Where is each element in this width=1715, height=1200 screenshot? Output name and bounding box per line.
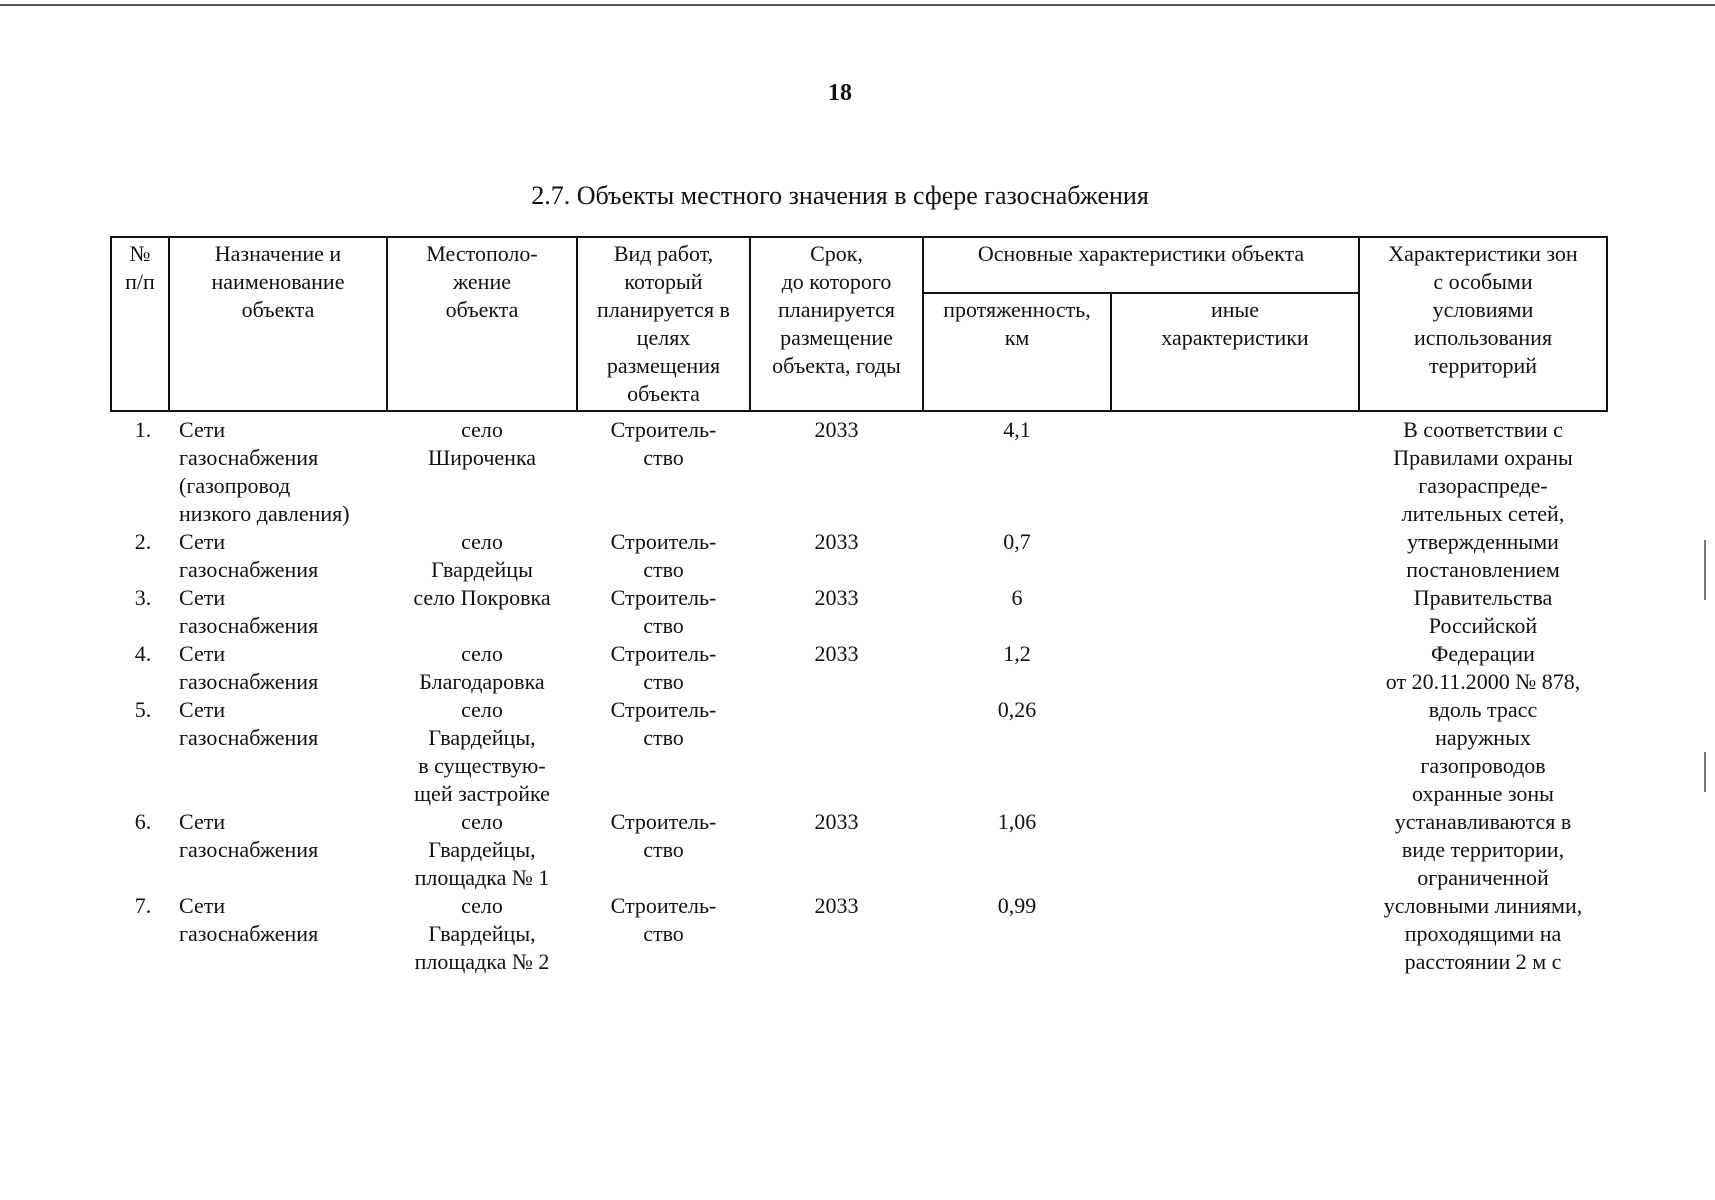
text-line: утвержденными [1407,529,1559,554]
text-line: В соответствии с [1403,417,1563,442]
text-line: лительных сетей, [1401,501,1565,526]
text-line: до которого [781,269,892,294]
object-name [169,411,387,528]
object-name [169,640,387,696]
header-work-type [577,237,750,411]
zone-characteristics-text [1359,411,1607,976]
text-line: Строитель- [610,809,717,834]
text-line: Характеристики зон [1388,241,1578,266]
text-line: Российской [1428,613,1538,638]
text-line: (газопровод [179,473,291,498]
scan-artifact [1704,540,1706,600]
header-location [387,237,577,411]
text-line: в существую- [418,753,546,778]
other-characteristics [1111,640,1359,696]
header-zone-characteristics [1359,237,1607,411]
text-line: характеристики [1161,325,1309,350]
text-line: щей застройке [414,781,550,806]
text-line: иные [1210,297,1260,322]
work-type [577,640,750,696]
text-line: Сети [179,585,226,610]
row-number: 4. [134,641,152,666]
text-line: Сети [179,417,226,442]
text-line: ство [643,725,684,750]
deadline-year: 2033 [814,809,859,834]
text-line: Правилами охраны [1393,445,1573,470]
text-line: Гвардейцы, [428,725,536,750]
text-line: газоснабжения [179,445,319,470]
text-line: Гвардейцы, [428,921,536,946]
deadline-year: 2033 [814,529,859,554]
text-line: село [461,529,503,554]
text-line: газоснабжения [179,837,319,862]
deadline-year [750,696,923,808]
text-line: село [461,893,503,918]
text-line: от 20.11.2000 № 878, [1385,669,1581,694]
text-line: площадка № 1 [414,865,550,890]
other-characteristics [1111,696,1359,808]
deadline-year: 2033 [814,641,859,666]
text-line: условиями [1432,297,1534,322]
object-location [387,411,577,528]
text-line: Назначение и [214,241,342,266]
text-line: Благодаровка [419,669,545,694]
work-type [577,584,750,640]
object-name [169,528,387,584]
text-line: объекта [627,381,700,406]
text-line: № [129,241,151,266]
length-km: 4,1 [1003,417,1031,442]
text-line: виде территории, [1401,837,1565,862]
row-number: 5. [134,697,152,722]
text-line: село [461,809,503,834]
text-line: постановлением [1406,557,1560,582]
text-line: газоснабжения [179,557,319,582]
section-title: 2.7. Объекты местного значения в сфере газоснабжения [531,181,1149,210]
gas-supply-objects-table [110,236,1608,976]
object-name [169,892,387,976]
text-line: протяженность, [943,297,1091,322]
object-location [387,584,577,640]
text-line: газораспреде- [1418,473,1548,498]
header-deadline [750,237,923,411]
other-characteristics [1111,808,1359,892]
text-line: Строитель- [610,893,717,918]
object-name [169,584,387,640]
text-line: размещение [780,325,893,350]
length-km: 0,26 [997,697,1037,722]
text-line: село [461,697,503,722]
text-line: Гвардейцы [431,557,533,582]
text-line: газопроводов [1420,753,1546,778]
text-line: ограниченной [1417,865,1549,890]
text-line: ство [643,445,684,470]
header-number [111,237,169,411]
table-header [111,237,1607,411]
text-line: целях [636,325,691,350]
text-line: Строитель- [610,697,717,722]
work-type [577,892,750,976]
length-km: 0,99 [997,893,1037,918]
text-line: который [624,269,703,294]
object-location [387,808,577,892]
text-line: расстоянии 2 м с [1404,949,1562,974]
text-line: устанавливаются в [1394,809,1572,834]
length-km: 1,2 [1003,641,1031,666]
text-line: наименование [211,269,345,294]
text-line: планируется в [597,297,730,322]
row-number: 6. [134,809,152,834]
table-body [111,411,1607,976]
text-line: Сети [179,641,226,666]
text-line: размещения [606,353,721,378]
text-line: вдоль трасс [1428,697,1538,722]
other-characteristics [1111,892,1359,976]
length-km: 6 [1011,585,1023,610]
text-line: объекта [445,297,519,322]
text-line: планируется [777,297,895,322]
deadline-year: 2033 [814,893,859,918]
other-characteristics [1111,411,1359,528]
text-line: с особыми [1433,269,1533,294]
text-line: газоснабжения [179,613,319,638]
row-number: 2. [134,529,152,554]
text-line: использования [1413,325,1553,350]
header-other-characteristics [1111,293,1359,411]
page-number: 18 [828,80,852,106]
text-line: Сети [179,529,226,554]
text-line: ство [643,613,684,638]
text-line: Местополо- [426,241,538,266]
scan-artifact [1704,752,1706,792]
table-row [111,411,1607,528]
text-line: объекта, годы [772,353,901,378]
text-line: наружных [1435,725,1531,750]
header-name [169,237,387,411]
text-line: Широченка [427,445,537,470]
text-line: село [461,641,503,666]
length-km: 1,06 [997,809,1037,834]
header-main-characteristics: Основные характеристики объекта [923,237,1359,293]
page-top-edge [0,4,1715,6]
text-line: Сети [179,893,226,918]
text-line: Сети [179,809,226,834]
text-line: Гвардейцы, [428,837,536,862]
text-line: село [461,417,503,442]
text-line: ство [643,669,684,694]
work-type [577,411,750,528]
text-line: проходящими на [1404,921,1562,946]
deadline-year: 2033 [814,585,859,610]
text-line: площадка № 2 [414,949,550,974]
text-line: ство [643,557,684,582]
text-line: газоснабжения [179,921,319,946]
text-line: условными линиями, [1383,893,1583,918]
object-location [387,528,577,584]
text-line: км [1004,325,1030,350]
object-name [169,696,387,808]
text-line: низкого давления) [179,501,350,526]
header-length [923,293,1111,411]
object-location [387,892,577,976]
text-line: жение [453,269,511,294]
work-type [577,696,750,808]
text-line: Строитель- [610,641,717,666]
other-characteristics [1111,528,1359,584]
text-line: охранные зоны [1412,781,1554,806]
other-characteristics [1111,584,1359,640]
work-type [577,528,750,584]
text-line: территорий [1428,353,1538,378]
text-line: ство [643,837,684,862]
text-line: Срок, [810,241,863,266]
text-line: село Покровка [413,585,551,610]
text-line: Федерации [1431,641,1535,666]
text-line: п/п [125,269,155,294]
text-line: Строитель- [610,585,717,610]
text-line: Сети [179,697,226,722]
row-number: 3. [134,585,152,610]
row-number: 7. [134,893,152,918]
row-number: 1. [134,417,152,442]
work-type [577,808,750,892]
deadline-year: 2033 [814,417,859,442]
length-km: 0,7 [1003,529,1031,554]
text-line: Правительства [1413,585,1553,610]
text-line: Вид работ, [613,241,714,266]
text-line: газоснабжения [179,669,319,694]
text-line: газоснабжения [179,725,319,750]
text-line: Строитель- [610,529,717,554]
object-name [169,808,387,892]
text-line: объекта [241,297,315,322]
object-location [387,696,577,808]
object-location [387,640,577,696]
text-line: Строитель- [610,417,717,442]
text-line: ство [643,921,684,946]
